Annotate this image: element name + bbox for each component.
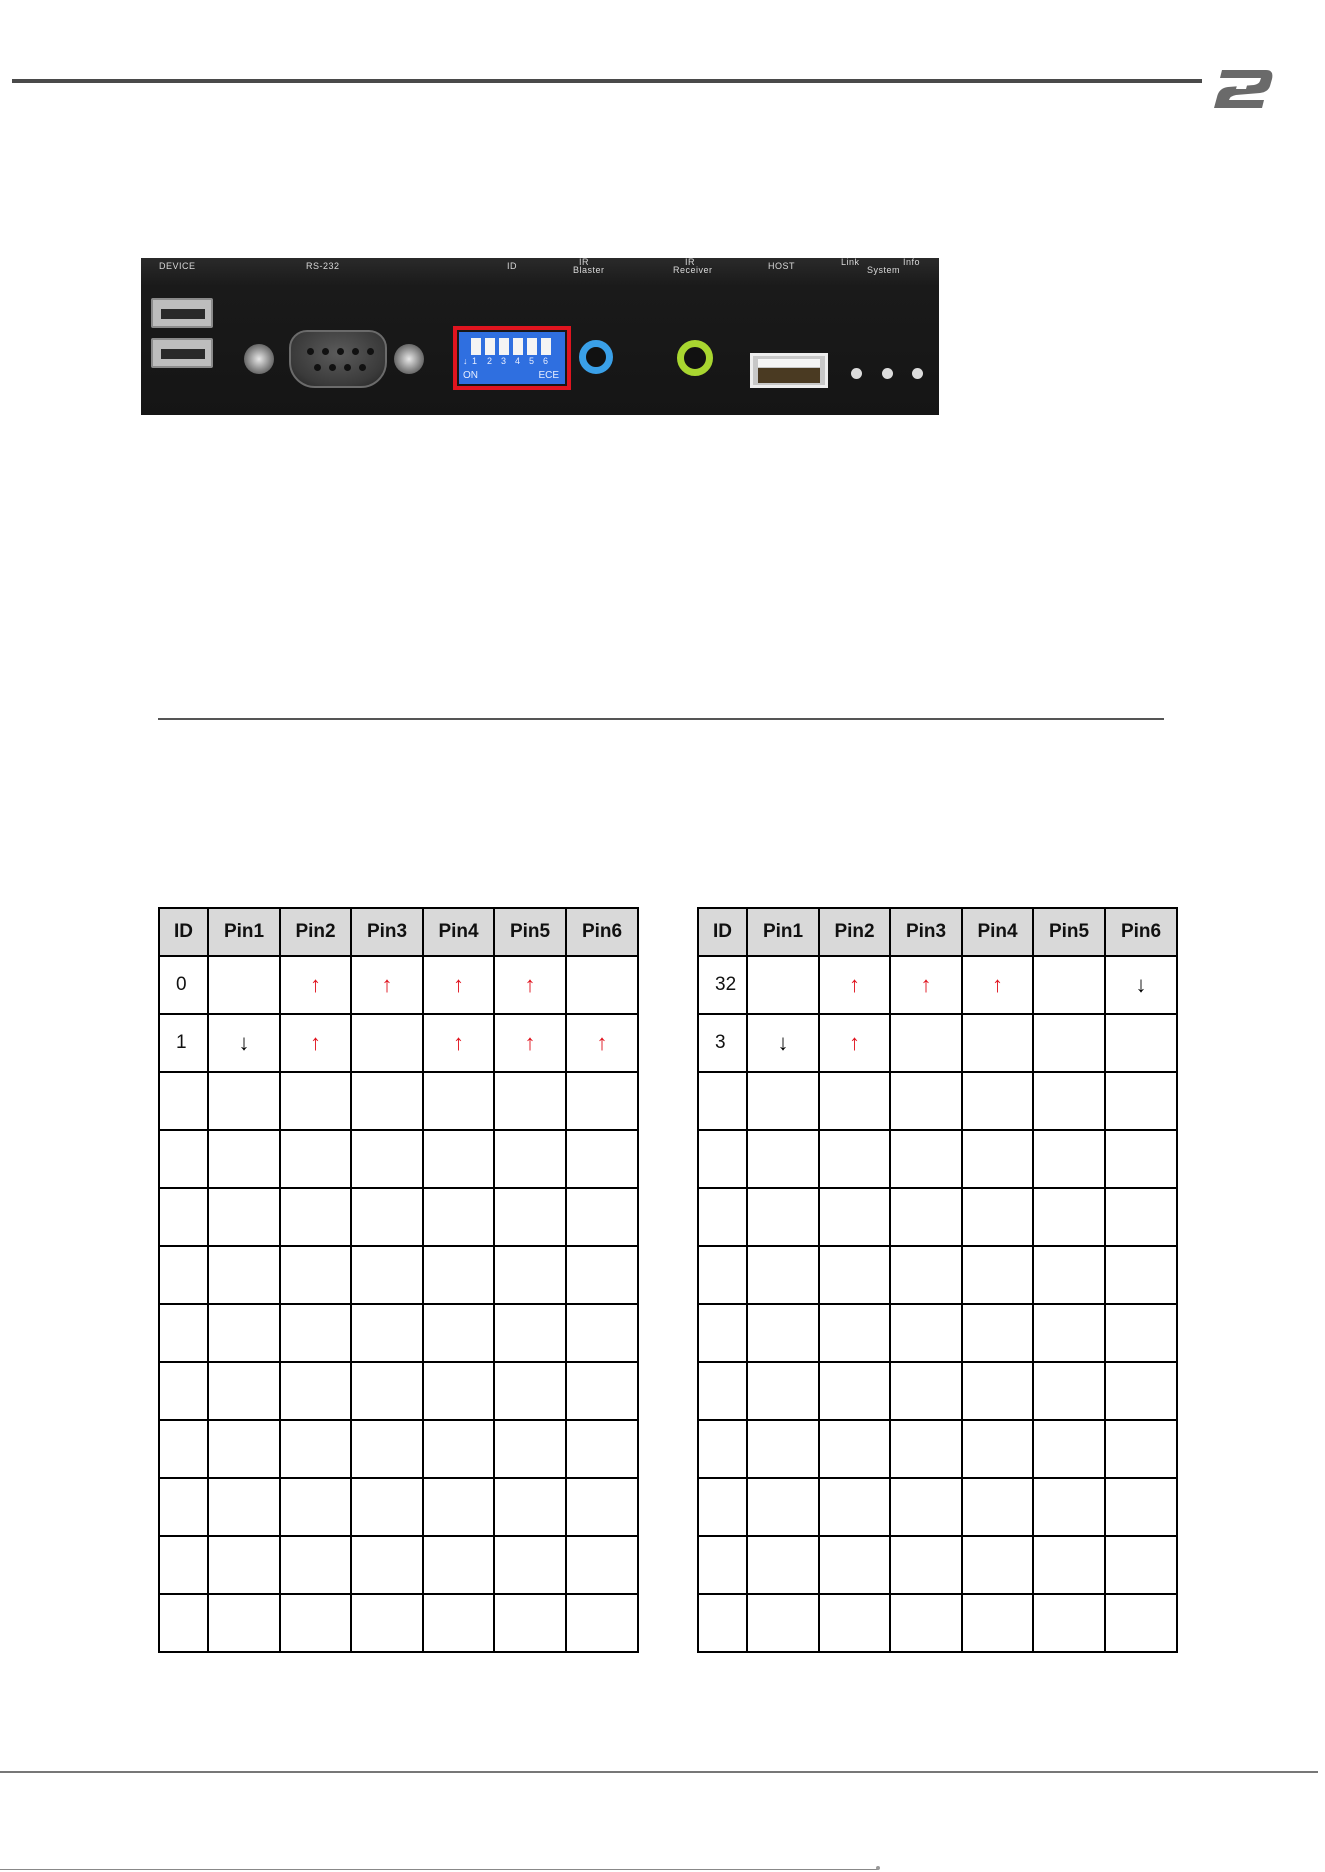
pin-cell [566, 1362, 638, 1420]
pin-cell [423, 1536, 494, 1594]
id-cell [159, 1362, 208, 1420]
pin-cell [819, 1536, 890, 1594]
pin-cell [351, 1594, 423, 1652]
pin-cell [1105, 1362, 1177, 1420]
pin-cell [351, 1188, 423, 1246]
pin-cell [747, 1594, 819, 1652]
pin-cell [962, 1478, 1033, 1536]
pin-cell [280, 1536, 351, 1594]
column-header: Pin1 [208, 908, 280, 956]
pin-cell [280, 1014, 351, 1072]
pin-cell [962, 1594, 1033, 1652]
pin-cell [494, 1014, 566, 1072]
pin-cell [423, 1594, 494, 1652]
pin-cell [1033, 1130, 1105, 1188]
table-row [698, 1014, 1177, 1072]
pin-cell [819, 1130, 890, 1188]
arrow-up-icon: ↑ [453, 972, 464, 997]
id-cell [159, 1536, 208, 1594]
pin-cell [1105, 1014, 1177, 1072]
pin-cell [819, 1362, 890, 1420]
arrow-up-icon: ↑ [596, 1030, 608, 1055]
usb-port [151, 298, 213, 328]
pin-cell [423, 1130, 494, 1188]
id-cell: 32 [698, 956, 747, 1014]
table-row [698, 1304, 1177, 1362]
pin-cell [1033, 956, 1105, 1014]
table-row [698, 1594, 1177, 1652]
pin-cell [890, 1420, 962, 1478]
footer-mark [876, 1866, 880, 1870]
screw-icon [244, 344, 274, 374]
pin-cell [819, 956, 890, 1014]
column-header: Pin3 [890, 908, 962, 956]
pin-cell [1105, 1072, 1177, 1130]
pin-cell [819, 1478, 890, 1536]
pin-cell [747, 1420, 819, 1478]
pin-cell [280, 1478, 351, 1536]
table-row [159, 1246, 638, 1304]
pin-cell [280, 956, 351, 1014]
label-system: System [867, 265, 901, 275]
pin-cell [1105, 956, 1177, 1014]
column-header: ID [159, 908, 208, 956]
pin-cell [1105, 1594, 1177, 1652]
screw-icon [394, 344, 424, 374]
pin-cell [208, 1246, 280, 1304]
pin-cell [1033, 1304, 1105, 1362]
pin-cell [423, 1304, 494, 1362]
pin-cell [747, 956, 819, 1014]
table-row [698, 1130, 1177, 1188]
pin-cell [280, 1594, 351, 1652]
table-row [698, 1362, 1177, 1420]
arrow-up-icon: ↑ [381, 972, 393, 997]
pin-cell [494, 956, 566, 1014]
pin-cell [423, 1188, 494, 1246]
pin-cell [1105, 1246, 1177, 1304]
pin-cell [819, 1014, 890, 1072]
pin-cell [747, 1246, 819, 1304]
label-host: HOST [768, 261, 796, 271]
table-row [698, 1188, 1177, 1246]
pin-cell [819, 1188, 890, 1246]
pin-cell [280, 1072, 351, 1130]
section-rule [158, 718, 1164, 720]
table-row [698, 1478, 1177, 1536]
pin-cell [962, 1246, 1033, 1304]
pin-cell [494, 1072, 566, 1130]
pin-cell [1033, 1246, 1105, 1304]
label-info: Info [903, 257, 921, 267]
arrow-up-icon: ↑ [849, 1030, 860, 1055]
footer-underline [0, 1869, 878, 1870]
pin-cell [1105, 1478, 1177, 1536]
table-row [698, 1420, 1177, 1478]
pin-cell [962, 1014, 1033, 1072]
pin-cell [747, 1072, 819, 1130]
table-row [159, 1536, 638, 1594]
column-header: Pin3 [351, 908, 423, 956]
dip-ece-label: ECE [538, 370, 559, 381]
dip-number: 2 [487, 356, 493, 366]
id-pin-table-right [697, 907, 1178, 1653]
pin-cell [747, 1130, 819, 1188]
pin-cell [890, 1014, 962, 1072]
pin-cell [351, 1420, 423, 1478]
ir-receiver-jack [677, 340, 713, 376]
arrow-down-icon: ↓ [777, 1030, 789, 1055]
pin-cell [890, 1304, 962, 1362]
pin-cell [890, 1594, 962, 1652]
host-usb-port [750, 353, 828, 388]
table-row [159, 956, 638, 1014]
arrow-up-icon: ↑ [920, 972, 932, 997]
pin-cell [208, 1362, 280, 1420]
pin-cell [566, 1188, 638, 1246]
id-cell [159, 1478, 208, 1536]
rs232-connector [289, 330, 387, 388]
column-header: Pin4 [962, 908, 1033, 956]
pin-cell [890, 1362, 962, 1420]
pin-cell [747, 1188, 819, 1246]
table-row [159, 1594, 638, 1652]
id-cell [698, 1072, 747, 1130]
label-ir-receiver-2: Receiver [673, 265, 713, 275]
pin-cell [1033, 1014, 1105, 1072]
pin-cell [747, 1014, 819, 1072]
id-cell: 3 [698, 1014, 747, 1072]
arrow-down-icon: ↓ [463, 356, 468, 366]
pin-cell [280, 1130, 351, 1188]
label-ir-blaster-1: IR [579, 257, 589, 267]
pin-cell [208, 1130, 280, 1188]
pin-cell [819, 1072, 890, 1130]
pin-cell [1033, 1478, 1105, 1536]
pin-cell [962, 956, 1033, 1014]
arrow-up-icon: ↑ [310, 972, 321, 997]
system-led [882, 368, 893, 379]
column-header: Pin2 [819, 908, 890, 956]
pin-cell [351, 1536, 423, 1594]
pin-cell [962, 1072, 1033, 1130]
table-header-row [698, 908, 1177, 956]
pin-cell [494, 1130, 566, 1188]
pin-cell [280, 1304, 351, 1362]
ir-blaster-jack [579, 340, 613, 374]
label-rs232: RS-232 [306, 261, 340, 271]
pin-cell [890, 1072, 962, 1130]
id-cell: 1 [159, 1014, 208, 1072]
pin-cell [1033, 1594, 1105, 1652]
pin-cell [747, 1362, 819, 1420]
arrow-up-icon: ↑ [524, 1030, 536, 1055]
pin-cell [351, 1246, 423, 1304]
dip-number: 6 [543, 356, 549, 366]
arrow-up-icon: ↑ [453, 1030, 464, 1055]
table-row [159, 1130, 638, 1188]
pin-cell [566, 1420, 638, 1478]
id-cell [159, 1420, 208, 1478]
dip-highlight-box [453, 326, 571, 390]
pin-cell [351, 1362, 423, 1420]
pin-cell [280, 1362, 351, 1420]
pin-cell [819, 1304, 890, 1362]
id-cell [159, 1594, 208, 1652]
dip-number: 3 [501, 356, 507, 366]
pin-cell [494, 1362, 566, 1420]
pin-cell [962, 1362, 1033, 1420]
id-pin-table-left [158, 907, 639, 1653]
pin-cell [494, 1304, 566, 1362]
pin-cell [566, 956, 638, 1014]
dip-number: 5 [529, 356, 535, 366]
table-row [698, 1246, 1177, 1304]
table-row [698, 1072, 1177, 1130]
pin-cell [1033, 1188, 1105, 1246]
pin-cell [423, 1478, 494, 1536]
arrow-up-icon: ↑ [992, 972, 1003, 997]
arrow-down-icon: ↓ [238, 1030, 250, 1055]
pin-cell [819, 1246, 890, 1304]
pin-cell [1105, 1188, 1177, 1246]
pin-cell [423, 1420, 494, 1478]
pin-cell [890, 1188, 962, 1246]
id-cell [159, 1246, 208, 1304]
pin-cell [747, 1304, 819, 1362]
pin-cell [1105, 1130, 1177, 1188]
pin-cell [566, 1304, 638, 1362]
pin-cell [280, 1246, 351, 1304]
pin-cell [566, 1536, 638, 1594]
header-rule [12, 79, 1202, 83]
table-row [159, 1420, 638, 1478]
pin-cell [819, 1594, 890, 1652]
pin-cell [208, 1478, 280, 1536]
pin-cell [494, 1594, 566, 1652]
pin-cell [1105, 1536, 1177, 1594]
arrow-up-icon: ↑ [524, 972, 536, 997]
id-cell: 0 [159, 956, 208, 1014]
pin-cell [962, 1130, 1033, 1188]
table-row [159, 1188, 638, 1246]
table-row [159, 1014, 638, 1072]
column-header: Pin5 [1033, 908, 1105, 956]
pin-cell [747, 1536, 819, 1594]
pin-cell [890, 1536, 962, 1594]
pin-cell [962, 1536, 1033, 1594]
id-cell [159, 1304, 208, 1362]
pin-cell [566, 1246, 638, 1304]
pin-cell [423, 1246, 494, 1304]
pin-cell [208, 1188, 280, 1246]
pin-cell [1105, 1420, 1177, 1478]
arrow-up-icon: ↑ [310, 1030, 321, 1055]
pin-cell [819, 1420, 890, 1478]
column-header: Pin6 [1105, 908, 1177, 956]
pin-cell [423, 1072, 494, 1130]
id-cell [159, 1130, 208, 1188]
table-row [159, 1478, 638, 1536]
pin-cell [208, 956, 280, 1014]
id-cell [698, 1246, 747, 1304]
column-header: Pin2 [280, 908, 351, 956]
pin-cell [351, 1130, 423, 1188]
pin-cell [494, 1420, 566, 1478]
pin-cell [208, 1072, 280, 1130]
pin-cell [423, 956, 494, 1014]
pin-cell [890, 1130, 962, 1188]
id-cell [698, 1130, 747, 1188]
pin-cell [890, 956, 962, 1014]
id-cell [159, 1072, 208, 1130]
pin-cell [280, 1188, 351, 1246]
pin-cell [890, 1246, 962, 1304]
column-header: Pin4 [423, 908, 494, 956]
table-row [698, 956, 1177, 1014]
pin-cell [890, 1478, 962, 1536]
id-cell [698, 1594, 747, 1652]
pin-cell [494, 1536, 566, 1594]
pin-cell [962, 1188, 1033, 1246]
pin-cell [1033, 1072, 1105, 1130]
pin-cell [962, 1304, 1033, 1362]
table-row [159, 1362, 638, 1420]
table-row [698, 1536, 1177, 1594]
pin-cell [423, 1362, 494, 1420]
id-cell [698, 1362, 747, 1420]
pin-cell [1105, 1304, 1177, 1362]
pin-cell [351, 1478, 423, 1536]
column-header: Pin5 [494, 908, 566, 956]
table-row [159, 1304, 638, 1362]
table-header-row [159, 908, 638, 956]
table-row [159, 1072, 638, 1130]
pin-cell [208, 1014, 280, 1072]
device-usb-ports [151, 298, 213, 370]
pin-cell [208, 1304, 280, 1362]
id-cell [698, 1536, 747, 1594]
pin-cell [280, 1420, 351, 1478]
brand-logo [1208, 62, 1276, 112]
arrow-up-icon: ↑ [849, 972, 860, 997]
label-id: ID [507, 261, 517, 271]
column-header: Pin1 [747, 908, 819, 956]
info-led [912, 368, 923, 379]
pin-cell [1033, 1362, 1105, 1420]
id-cell [698, 1304, 747, 1362]
footer-rule [0, 1771, 1318, 1773]
usb-port [151, 338, 213, 368]
pin-cell [351, 1072, 423, 1130]
pin-cell [494, 1478, 566, 1536]
pin-cell [494, 1246, 566, 1304]
pin-cell [566, 1014, 638, 1072]
pin-cell [351, 1304, 423, 1362]
pin-cell [351, 956, 423, 1014]
pin-cell [566, 1594, 638, 1652]
pin-cell [1033, 1420, 1105, 1478]
pin-cell [566, 1478, 638, 1536]
pin-cell [962, 1420, 1033, 1478]
column-header: Pin6 [566, 908, 638, 956]
pin-cell [351, 1014, 423, 1072]
pin-cell [208, 1536, 280, 1594]
label-ir-receiver-1: IR [685, 257, 695, 267]
pin-cell [1033, 1536, 1105, 1594]
pin-cell [566, 1130, 638, 1188]
dip-on-label: ON [463, 370, 478, 381]
id-cell [159, 1188, 208, 1246]
pin-cell [208, 1420, 280, 1478]
pin-cell [566, 1072, 638, 1130]
id-cell [698, 1478, 747, 1536]
column-header: ID [698, 908, 747, 956]
dip-number: 4 [515, 356, 521, 366]
id-cell [698, 1420, 747, 1478]
label-link: Link [841, 257, 860, 267]
pin-cell [494, 1188, 566, 1246]
arrow-down-icon: ↓ [1135, 972, 1147, 997]
dip-number: 1 [472, 356, 478, 366]
label-device: DEVICE [159, 261, 196, 271]
link-led [851, 368, 862, 379]
device-rear-panel [141, 258, 939, 415]
label-ir-blaster-2: Blaster [573, 265, 605, 275]
pin-cell [423, 1014, 494, 1072]
id-cell [698, 1188, 747, 1246]
pin-cell [747, 1478, 819, 1536]
pin-cell [208, 1594, 280, 1652]
